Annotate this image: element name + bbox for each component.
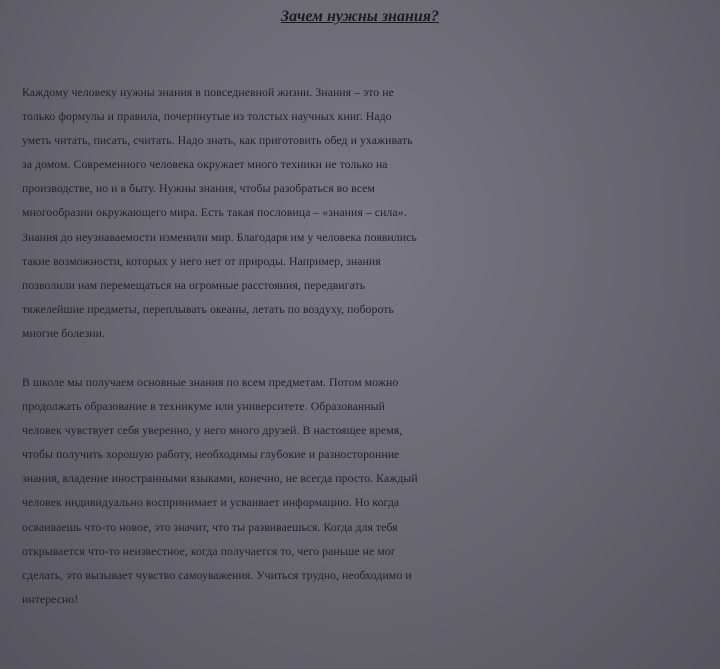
text-line: такие возможности, которых у него нет от природы. Например, знания: [22, 253, 381, 268]
text-line: многие болезни.: [22, 325, 106, 340]
paragraph-2: [22, 370, 712, 611]
text-line: чтобы получить хорошую работу, необходимы глубокие и разносторонние: [22, 447, 400, 462]
text-line: производстве, но и в быту. Нужны знания, чтобы разобраться во всем: [22, 181, 375, 196]
text-line: многообразии окружающего мира. Есть такая пословица – «знания – сила».: [22, 205, 407, 220]
text-line: человек индивидуально воспринимает и усваивает информацию. Но когда: [22, 495, 400, 510]
text-line: Каждому человеку нужны знания в повседневной жизни. Знания – это не: [22, 85, 394, 99]
document-title: Зачем нужны знания?: [281, 8, 439, 25]
text-line: только формулы и правила, почерпнутые из толстых научных книг. Надо: [22, 109, 392, 124]
text-line: сделать, это вызывает чувство самоуважения. Учиться трудно, необходимо и: [22, 567, 412, 582]
text-line: продолжать образование в техникуме или университете. Образованный: [22, 399, 385, 414]
text-line: тяжелейшие предметы, переплывать океаны, летать по воздуху, побороть: [22, 301, 394, 316]
paragraph-1: [22, 80, 712, 345]
text-line: позволили нам перемещаться на огромные расстояния, передвигать: [22, 277, 366, 292]
text-line: В школе мы получаем основные знания по всем предметам. Потом можно: [22, 375, 399, 389]
text-line: человек чувствует себя уверенно, у него много друзей. В настоящее время,: [22, 423, 403, 438]
text-line: уметь читать, писать, считать. Надо знать, как приготовить обед и ухаживать: [22, 133, 413, 148]
text-line: за домом. Современного человека окружает много техники не только на: [22, 157, 388, 172]
text-line: осваиваешь что-то новое, это значит, что ты развиваешься. Когда для тебя: [22, 519, 398, 534]
text-line: интересно!: [22, 591, 79, 606]
text-line: знания, владение иностранными языками, конечно, не всегда просто. Каждый: [22, 471, 418, 486]
text-line: открывается что-то неизвестное, когда получается то, чего раньше не мог: [22, 543, 396, 558]
text-line: Знания до неузнаваемости изменили мир. Благодаря им у человека появились: [22, 229, 417, 244]
